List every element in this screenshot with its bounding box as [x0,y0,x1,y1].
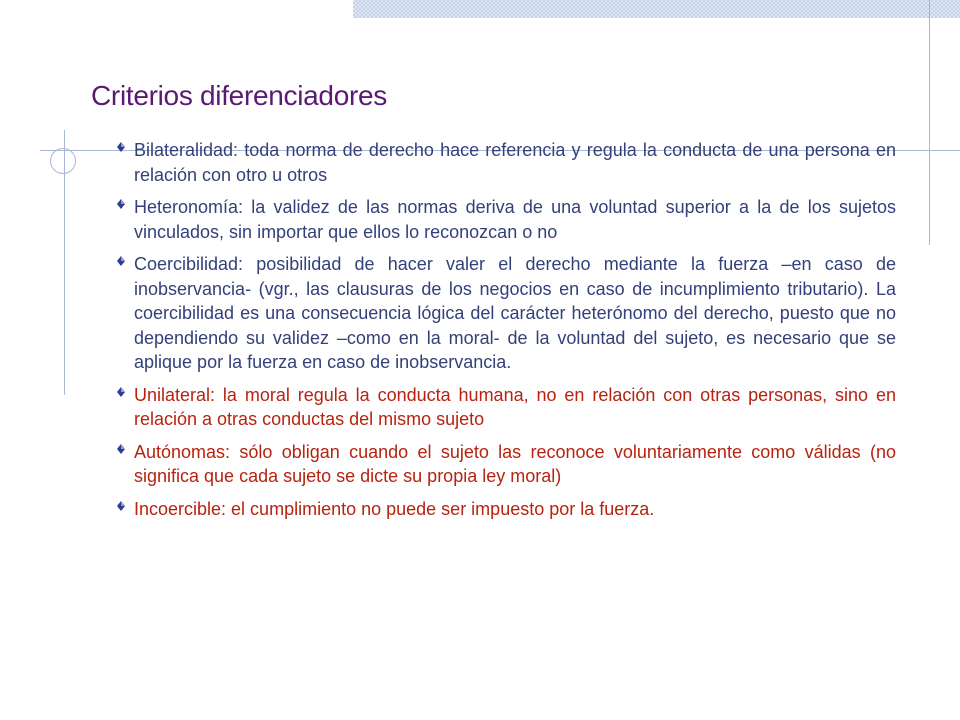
slide-title: Criterios diferenciadores [91,80,387,111]
diamond-bullet-icon [108,440,134,466]
bullet-list [108,138,896,531]
diamond-bullet-icon [108,252,134,278]
bullet-text: Coercibilidad: posibilidad de hacer valer el derecho mediante la fuerza –en caso de inobservancia- (vgr., las clausuras de los negocios en caso de incumplimiento tributario). La coercibilidad es una consecuencia lógica del carácter heterónomo del derecho, puesto que no dependiendo su validez –como en la moral- de la voluntad del sujeto, es necesario que se aplique por la fuerza en caso de inobservancia. [134,254,896,372]
decorative-circle [50,148,76,174]
diamond-bullet-icon [108,497,134,523]
bullet-text: Incoercible: el cumplimiento no puede ser impuesto por la fuerza. [134,498,655,519]
bullet-text: Bilateralidad: toda norma de derecho hace referencia y regula la conducta de una persona en relación con otro u otros [134,140,896,185]
bullet-item-bilateralidad [108,138,896,187]
diamond-bullet-icon [108,383,134,409]
decorative-pattern-band [353,0,960,18]
bullet-text: Heteronomía: la validez de las normas deriva de una voluntad superior a la de los sujetos vinculados, sin importar que ellos lo reconozcan o no [134,197,896,242]
decorative-vertical-line-right [929,0,930,245]
bullet-text: Unilateral: la moral regula la conducta humana, no en relación con otras personas, sino en relación a otras conductas del mismo sujeto [134,384,896,429]
diamond-bullet-icon [108,195,134,221]
bullet-item-incoercible [108,497,896,523]
bullet-item-coercibilidad [108,252,896,375]
bullet-item-heteronomia [108,195,896,244]
bullet-item-unilateral [108,383,896,432]
diamond-bullet-icon [108,138,134,164]
bullet-item-autonomas [108,440,896,489]
bullet-text: Autónomas: sólo obligan cuando el sujeto las reconoce voluntariamente como válidas (no significa que cada sujeto se dicte su propia ley moral) [134,441,896,486]
